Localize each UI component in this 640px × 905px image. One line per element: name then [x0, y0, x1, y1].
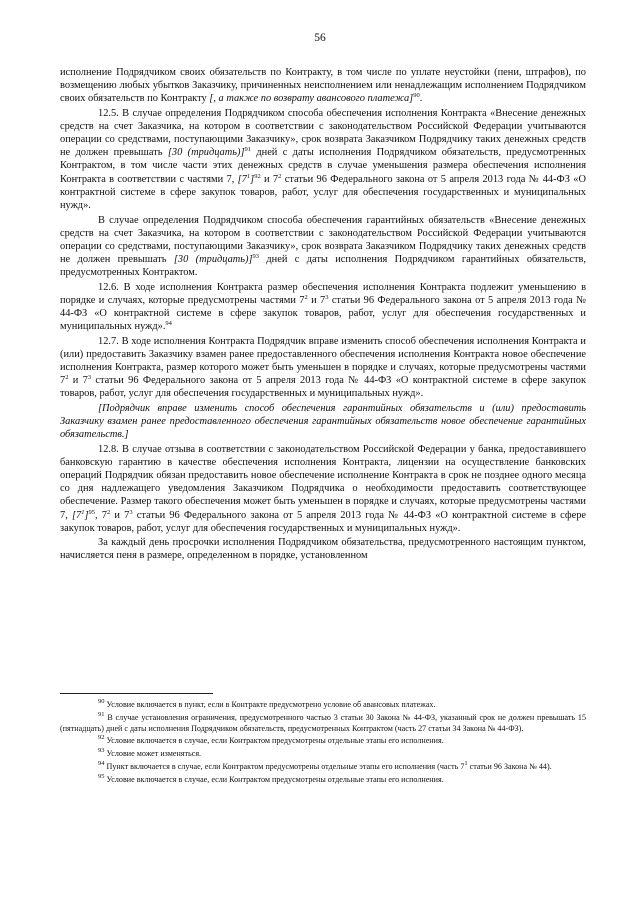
footnote-number: 92 [98, 734, 105, 742]
footnote-separator [60, 693, 213, 694]
italic-text: [7 [237, 173, 247, 185]
footnote-ref: 92 [254, 172, 261, 180]
footnote-number: 93 [98, 747, 105, 755]
footnote-text: Условие включается в случае, если Контрактом предусмотрены отдельные этапы его исполнения. [104, 774, 444, 784]
text: 12.6. В ходе исполнения Контракта размер обеспечения исполнения Контракта подлежит уменьшению в порядке и случаях, которые предусмотрены частями 7 [60, 281, 586, 306]
page-number: 56 [314, 32, 326, 44]
superscript: 1 [464, 759, 468, 767]
footnote-number: 91 [98, 710, 105, 718]
footnote-ref: 90 [413, 92, 420, 100]
paragraph-12-5 [60, 107, 586, 212]
footnote-95 [60, 772, 586, 786]
footnotes [60, 700, 586, 788]
footnote-text: статьи 96 Закона № 44). [467, 761, 552, 771]
superscript: 2 [106, 508, 111, 516]
footnote-ref: 91 [244, 146, 251, 154]
footnote-91 [60, 710, 586, 735]
text: 12.7. В ходе исполнения Контракта Подрядчик вправе изменить способ обеспечения исполнения Контракта и (или) предоставить Заказчику взамен ранее предоставленного обеспечения исполнения Контракта новое обеспечение исполнения Контракта, размер которого может быть уменьшен в порядке и случаях, которые предусмотрены частями 7 [60, 335, 586, 387]
text: 12.5. В случае определения Подрядчиком способа обеспечения исполнения Контракта «Внесение денежных средств на счет Заказчика, на котором в соответствии с законодательством Российской Федерации учитываются операции со средствами, поступающими Заказчику», срок возврата Заказчиком Подрядчику таких денежных средств не должен превышать [60, 107, 586, 159]
superscript: 1 [246, 172, 251, 180]
superscript: 1 [81, 508, 85, 516]
text: и 7 [260, 173, 279, 185]
paragraph-warranty-deposit [60, 214, 586, 280]
document-body [60, 66, 586, 564]
italic-text: [Подрядчик вправе изменить способ обеспечения гарантийных обязательств и (или) предоставить Заказчику взамен ранее предоставленного обеспечения гарантийных обязательств новое обеспечение гарантийных обязательств.] [60, 402, 586, 441]
italic-text: ] [84, 509, 89, 521]
text: За каждый день просрочки исполнения Подрядчиком обязательства, предусмотренного настоящим пунктом, начисляется пеня в размере, определенном в порядке, установленном [60, 537, 586, 562]
paragraph-continuation [60, 66, 586, 105]
footnote-93 [60, 749, 586, 760]
text: исполнение Подрядчиком своих обязательств по Контракту, в том числе по уплате неустойки (пени, штрафов), по возмещению любых убытков Заказчику, причиненных неисполнением или ненадлежащим исполнением Подрядчиком своих обязательств по Контракту [60, 67, 586, 105]
superscript: 2 [65, 374, 69, 382]
footnote-number: 94 [98, 759, 105, 767]
footnote-94 [60, 759, 586, 773]
footnote-text: Условие включается в пункт, если в Контракте предусмотрено условие об авансовых платежах. [104, 700, 436, 709]
footnote-number: 90 [98, 698, 105, 705]
superscript: 3 [87, 374, 92, 382]
text: дней с даты исполнения Подрядчиком гарантийных обязательств, предусмотренных Контрактом. [60, 253, 586, 279]
superscript: 3 [325, 293, 329, 301]
footnote-text: Пункт включается в случае, если Контрактом предусмотрены отдельные этапы его исполнения (часть 7 [104, 761, 465, 771]
paragraph-12-8 [60, 443, 586, 535]
superscript: 2 [278, 172, 282, 180]
text: статьи 96 Федерального закона от 5 апреля 2013 года № 44-ФЗ «О контрактной системе в сфере закупок товаров, работ, услуг для обеспечения государственных и муниципальных нужд». [60, 294, 586, 333]
italic-text: [7 [71, 509, 82, 521]
footnote-90 [60, 700, 586, 711]
footnote-text: Условие включается в случае, если Контрактом предусмотрены отдельные этапы его исполнения. [104, 736, 444, 746]
text: и 7 [307, 294, 326, 306]
text: статьи 96 Федерального закона от 5 апреля 2013 года № 44-ФЗ «О контрактной системе в сфере закупок товаров, работ, услуг для обеспечения государственных и муниципальных нужд». [60, 173, 587, 211]
paragraph-12-7 [60, 335, 586, 401]
footnote-number: 95 [98, 772, 105, 780]
footnote-ref: 93 [252, 252, 260, 260]
footnote-text: В случае установления ограничения, предусмотренного частью 3 статьи 30 Закона № 44-ФЗ, указанный срок не должен превышать 15 (пятнадцать) дней с даты исполнения Подрядчиком обязательств, предусмотренных Контрактом (часть 27 статьи 34 Закона № 44-ФЗ). [60, 712, 586, 733]
text: и 7 [110, 509, 130, 521]
paragraph-12-6 [60, 281, 586, 334]
text: В случае определения Подрядчиком способа обеспечения гарантийных обязательств «Внесение денежных средств на счет Заказчика, на котором в соответствии с законодательством Российской Федерации учитываются операции со средствами, поступающими Заказчику», срок возврата Заказчиком Подрядчику таких денежных средств не должен превышать [60, 214, 586, 265]
text: , 7 [95, 509, 107, 521]
text: статьи 96 Федерального закона от 5 апреля 2013 года № 44-ФЗ «О контрактной системе в сфере закупок товаров, работ, услуг для обеспечения государственных и муниципальных нужд». [60, 509, 587, 534]
footnote-text: Условие может изменяться. [104, 749, 202, 759]
italic-text: [30 (тридцать)] [173, 253, 253, 265]
text: 12.8. В случае отзыва в соответствии с законодательством Российской Федерации у банка, предоставившего банковскую гарантию в качестве обеспечения исполнения Контракта, лицензии на осуществление банковских операций Подрядчик обязан предоставить новое обеспечение исполнение Контракта в срок не позднее одного месяца со дня надлежащего уведомления Заказчиком Подрядчика о необходимости предоставить соответствующее обеспечение. Размер такого обеспечения может быть уменьшен в порядке и случаях, которые предусмотрены частями 7, [60, 443, 586, 521]
footnote-ref: 95 [88, 508, 96, 516]
footnote-92 [60, 736, 586, 747]
italic-text: ] [250, 173, 255, 185]
superscript: 2 [304, 293, 308, 301]
italic-text: [, а также по возврату авансового платежа] [209, 93, 414, 105]
paragraph-optional-warranty [60, 402, 586, 441]
italic-text: [30 (тридцать)] [167, 147, 245, 159]
text: статьи 96 Федерального закона от 5 апреля 2013 года № 44-ФЗ «О контрактной системе в сфере закупок товаров, работ, услуг для обеспечения государственных и муниципальных нужд». [60, 375, 587, 400]
superscript: 3 [129, 508, 133, 516]
text: дней с даты исполнения Подрядчиком обязательств, предусмотренных Контрактом, в том числе части этих денежных средств в случае уменьшения размера обеспечения исполнения Контракта в соответствии с частями 7, [60, 147, 586, 185]
footnote-ref: 94 [165, 320, 172, 328]
text: и 7 [68, 375, 88, 387]
paragraph-penalty [60, 536, 586, 562]
text: . [419, 93, 423, 105]
